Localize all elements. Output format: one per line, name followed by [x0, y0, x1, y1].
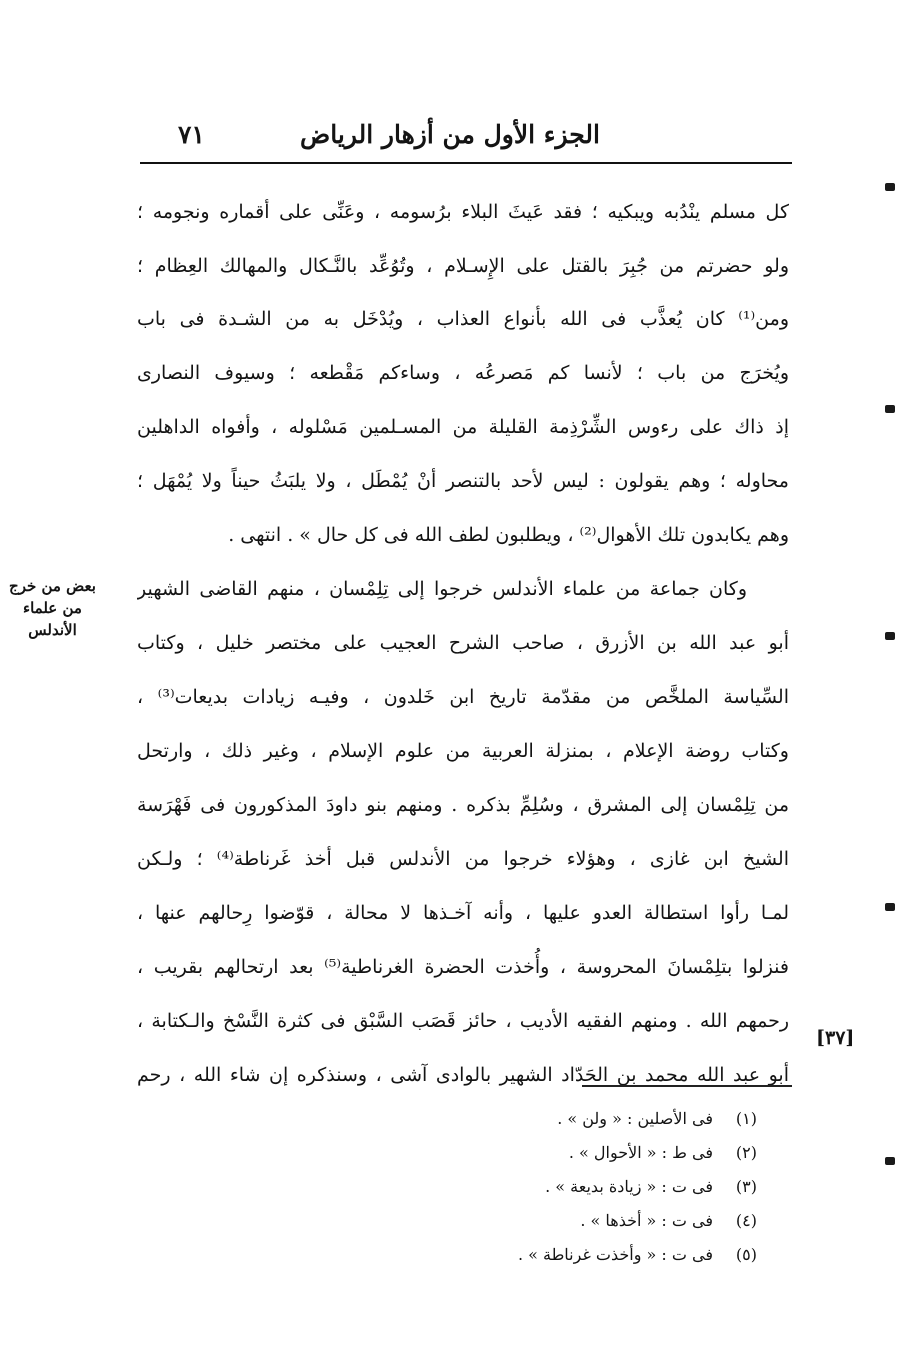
margin-note-line: الأندلس — [28, 621, 77, 639]
footnote-number: (٢) — [735, 1143, 757, 1162]
edge-mark — [885, 1157, 895, 1165]
margin-note-line: بعض من خرج — [9, 577, 96, 595]
text-line: وكتاب روضة الإعلام ، بمنزلة العربية من علوم الإسلام ، وغير ذلك ، وارتحل — [137, 740, 789, 762]
edge-mark — [885, 183, 895, 191]
margin-note-line: من علماء — [23, 599, 82, 617]
text-line: الشيخ ابن غازى ، وهؤلاء خرجوا من الأندلس قبل أخذ غَرناطة⁽⁴⁾ ؛ ولـكن — [137, 848, 789, 870]
footnote-text: فى الأصلين : « ولن » . — [557, 1109, 713, 1128]
text-line: وهم يكابدون تلك الأهوال⁽²⁾ ، ويطلبون لطف الله فى كل حال » . انتهى . — [228, 524, 789, 546]
text-line: محاوله ؛ وهم يقولون : ليس لأحد بالتنصر أنْ يُمْطَل ، ولا يلبَثُ حيناً ولا يُمْهَل ؛ — [137, 470, 789, 492]
footnote-text: فى ط : « الأحوال » . — [568, 1143, 713, 1162]
footnote-number: (٣) — [735, 1177, 757, 1196]
text-line: إذ ذاك على رءوس الشِّرْذِمة القليلة من المسـلمين مَسْلوله ، وأفواه الداهلين — [137, 416, 789, 438]
footnote-number: (١) — [735, 1109, 757, 1128]
edge-mark — [885, 405, 895, 413]
text-line: وكان جماعة من علماء الأندلس خرجوا إلى تِلِمْسان ، منهم القاضى الشهير — [137, 578, 747, 600]
footnote-number: (٤) — [735, 1211, 757, 1230]
text-line: أبو عبد الله محمد بن الحَدّاد الشهير بالوادى آشى ، وسنذكره إن شاء الله ، رحم — [137, 1064, 789, 1086]
edge-mark — [885, 903, 895, 911]
margin-note — [0, 575, 105, 641]
text-line: لمـا رأوا استطالة العدو عليها ، وأنه آخـذها لا محالة ، قوّضوا رِحالهم عنها ، — [137, 902, 789, 924]
book-title: الجزء الأول من أزهار الرياض — [300, 120, 600, 149]
text-line: كل مسلم ينْدُبه ويبكيه ؛ فقد عَيثَ البلاء برُسومه ، وعَنِّى على أقماره ونجومه ؛ — [137, 201, 789, 223]
footnote-text: فى ت : « زيادة بديعة » . — [545, 1177, 713, 1196]
text-line: رحمهم الله . ومنهم الفقيه الأديب ، حائز قَصَب السَّبْق فى كثرة النَّسْخ والـكتابة ، — [137, 1010, 789, 1032]
footnote-number: (٥) — [735, 1245, 757, 1264]
text-line: السِّياسة الملخَّص من مقدّمة تاريخ ابن خَلدون ، وفيـه زيادات بديعات⁽³⁾ ، — [137, 686, 789, 708]
text-line: من تِلِمْسان إلى المشرق ، وسُلِمِّ بذكره . ومنهم بنو داودَ المذكورون فى فَهْرَسة — [137, 794, 789, 816]
footnote — [317, 1170, 757, 1204]
text-line: أبو عبد الله بن الأزرق ، صاحب الشرح العجيب على مختصر خليل ، وكتاب — [137, 632, 789, 654]
text-line: ولو حضرتم من جُبِرَ بالقتل على الإِسـلام ، وتُوُعِّد بالنَّـكال والمهالك العِظام ؛ — [137, 255, 789, 277]
footnote — [317, 1102, 757, 1136]
text-line: فنزلوا بتلِمْسانَ المحروسة ، وأُخذت الحضرة الغرناطية⁽⁵⁾ بعد ارتحالهم بقريب ، — [137, 956, 789, 978]
page-number: ٧١ — [178, 120, 205, 149]
footnote — [317, 1136, 757, 1170]
original-page-marker: [٣٧] — [816, 1027, 855, 1049]
footnote-text: فى ت : « أخذها » . — [580, 1211, 713, 1230]
text-line: ومن⁽¹⁾ كان يُعذَّب فى الله بأنواع العذاب ، ويُدْخَل به من الشـدة فى باب — [137, 308, 789, 330]
footnote-text: فى ت : « وأخذت غرناطة » . — [517, 1245, 713, 1264]
footnote — [317, 1238, 757, 1272]
footnote-rule — [582, 1085, 792, 1087]
text-line: ويُخرَج من باب ؛ لأنسا كم مَصرعُه ، وساءكم مَقْطعه ؛ وسيوف النصارى — [137, 362, 789, 384]
footnote — [317, 1204, 757, 1238]
edge-mark — [885, 632, 895, 640]
